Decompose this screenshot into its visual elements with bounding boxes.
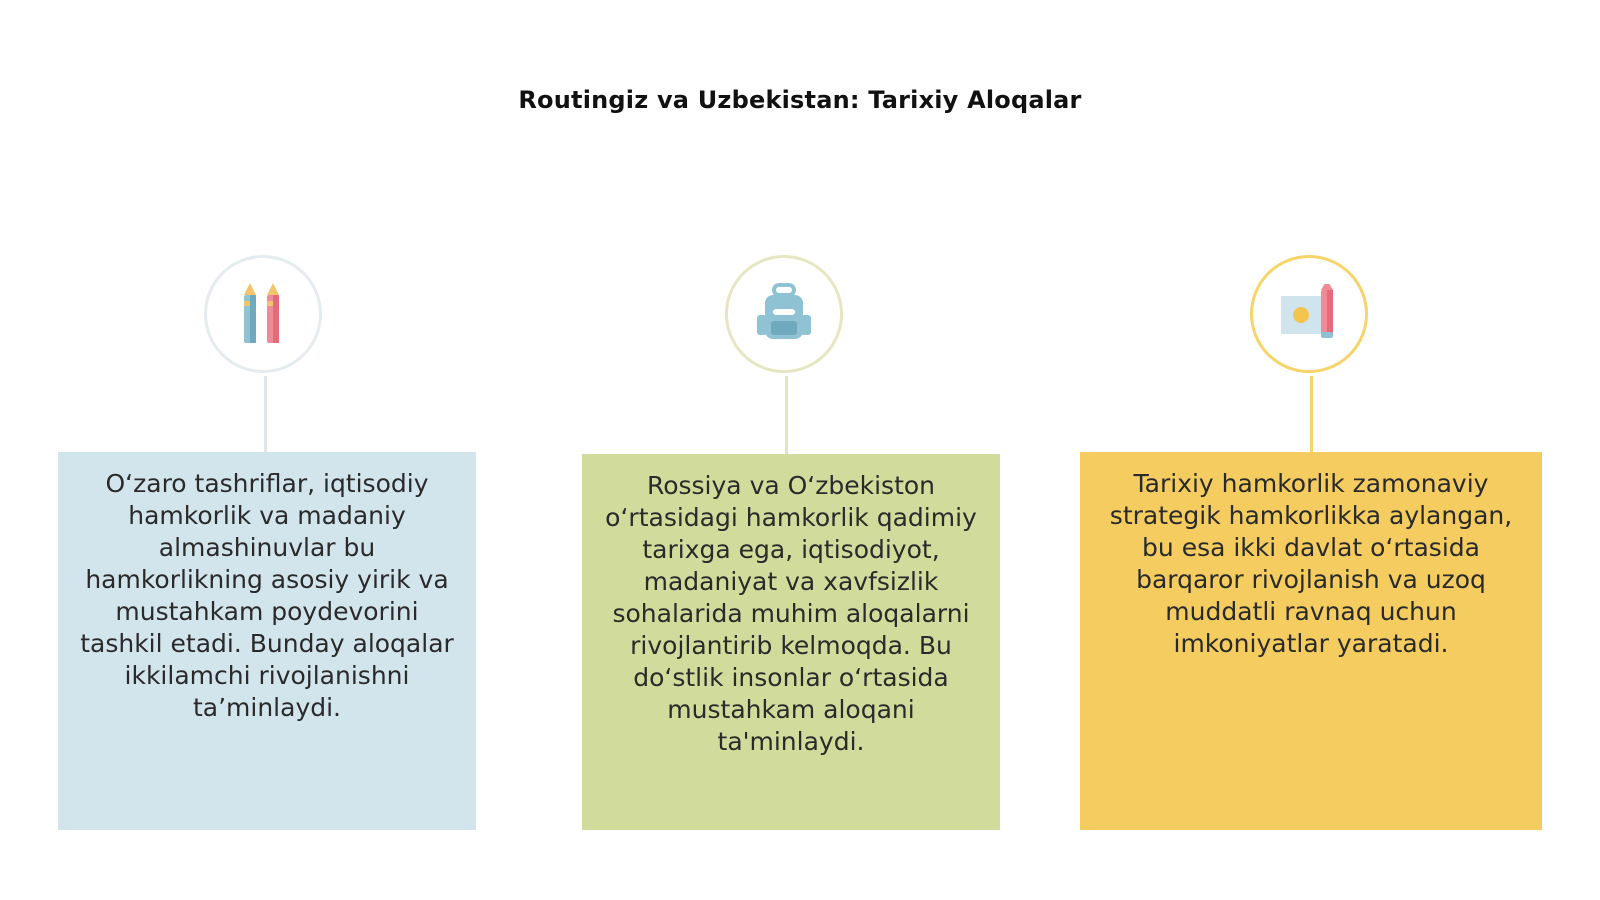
info-card-2 — [582, 454, 1000, 830]
picture-and-pencil-icon — [1277, 284, 1341, 344]
page-title: Routingiz va Uzbekistan: Tarixiy Aloqalar — [518, 86, 1082, 114]
icon-circle-1 — [204, 255, 322, 373]
connector-line-3 — [1310, 376, 1313, 452]
pencils-icon — [235, 281, 291, 347]
connector-line-1 — [264, 376, 267, 452]
icon-circle-3 — [1250, 255, 1368, 373]
backpack-icon — [753, 283, 815, 345]
card-text-2: Rossiya va O‘zbekiston o‘rtasidagi hamkorlik qadimiy tarixga ega, iqtisodiyot, madaniyat va xavfsizlik sohalarida muhim aloqalarni rivojlantirib kelmoqda. Bu do‘stlik insonlar o‘rtasida mustahkam aloqani ta'minlaydi. — [605, 471, 977, 756]
card-text-3: Tarixiy hamkorlik zamonaviy strategik hamkorlikka aylangan, bu esa ikki davlat o‘rtasida barqaror rivojlanish va uzoq muddatli ravnaq uchun imkoniyatlar yaratadi. — [1109, 469, 1513, 658]
icon-circle-2 — [725, 255, 843, 373]
info-card-3 — [1080, 452, 1542, 830]
connector-line-2 — [785, 376, 788, 454]
info-card-1 — [58, 452, 476, 830]
card-text-1: O‘zaro tashriflar, iqtisodiy hamkorlik va madaniy almashinuvlar bu hamkorlikning asosiy yirik va mustahkam poydevorini tashkil etadi. Bunday aloqalar ikkilamchi rivojlanishni ta’minlaydi. — [80, 469, 454, 722]
